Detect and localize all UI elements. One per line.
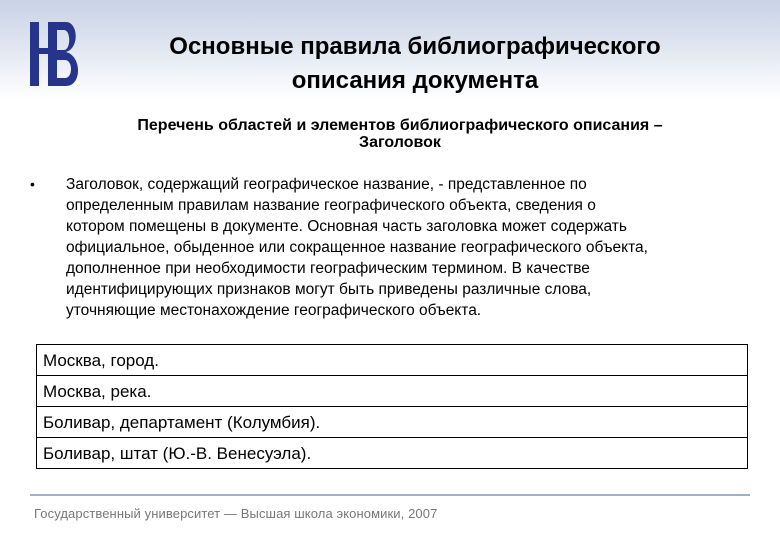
subtitle-line-1: Перечень областей и элементов библиографического описания – bbox=[137, 117, 663, 134]
example-row: Боливар, штат (Ю.-В. Венесуэла). bbox=[37, 438, 747, 469]
example-row: Боливар, департамент (Колумбия). bbox=[37, 407, 747, 438]
footer-divider bbox=[30, 494, 750, 496]
subtitle-line-2: Заголовок bbox=[359, 134, 441, 151]
footer-text: Государственный университет — Высшая школа экономики, 2007 bbox=[34, 506, 438, 521]
paragraph-line: официальное, обыденное или сокращенное название географического объекта, bbox=[66, 239, 648, 256]
bullet-paragraph bbox=[66, 174, 726, 321]
title-line-1: Основные правила библиографического bbox=[169, 33, 661, 60]
example-row: Москва, река. bbox=[37, 376, 747, 407]
bullet-marker: • bbox=[30, 176, 35, 192]
paragraph-line: уточняющие местонахождение географического объекта. bbox=[66, 302, 482, 319]
paragraph-line: определенным правилам название географического объекта, сведения о bbox=[66, 197, 596, 214]
section-subtitle bbox=[60, 117, 740, 151]
paragraph-line: котором помещены в документе. Основная часть заголовка может содержать bbox=[66, 218, 627, 235]
examples-table bbox=[36, 344, 748, 469]
paragraph-line: дополненное при необходимости географическим термином. В качестве bbox=[66, 260, 590, 277]
page-title bbox=[110, 30, 720, 98]
title-line-2: описания документа bbox=[291, 67, 539, 94]
paragraph-line: идентифицирующих признаков могут быть приведены различные слова, bbox=[66, 281, 592, 298]
paragraph-line: Заголовок, содержащий географическое название, - представленное по bbox=[66, 176, 587, 193]
example-row: Москва, город. bbox=[37, 345, 747, 376]
hse-logo-icon bbox=[26, 18, 84, 90]
